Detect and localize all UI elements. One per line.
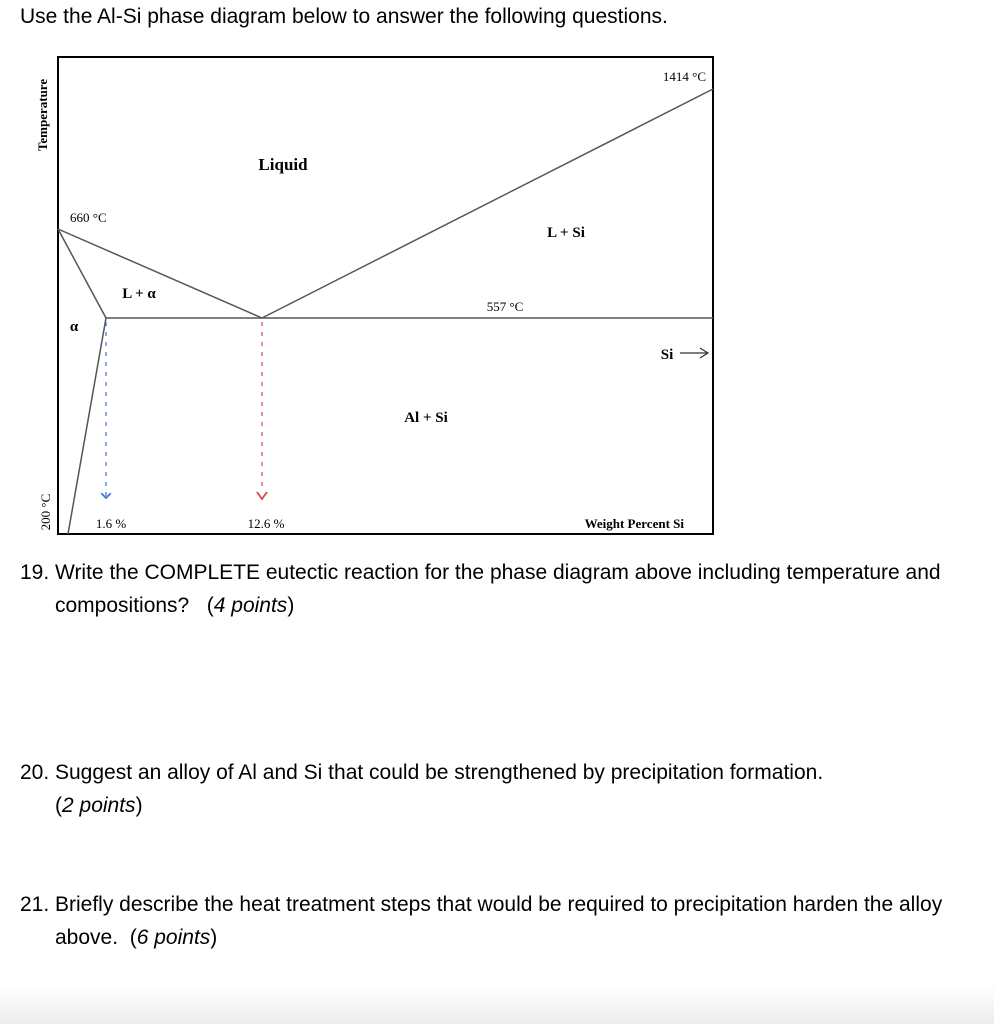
region-si: Si — [660, 347, 674, 363]
region-l-si: L + Si — [547, 225, 585, 241]
region-alpha: α — [69, 319, 79, 335]
points-close: ) — [135, 794, 143, 817]
region-al-si: Al + Si — [404, 410, 448, 426]
question-21 — [20, 888, 970, 954]
y-axis-bottom-label: 200 °C — [38, 493, 53, 531]
question-number: 19. — [20, 561, 50, 584]
eutectic-composition-label: 12.6 % — [247, 516, 285, 531]
diagram-frame — [58, 57, 713, 534]
region-l-alpha: L + α — [122, 286, 156, 302]
eutectic-temp-label: 557 °C — [486, 299, 524, 314]
intro-text: Use the Al-Si phase diagram below to answer the following questions. — [20, 5, 668, 28]
liquidus-right — [262, 89, 713, 318]
points-open: ( — [55, 794, 62, 817]
solvus-line — [68, 318, 106, 534]
eutectic-arrow-icon — [257, 492, 267, 499]
page-bottom-shade — [0, 984, 994, 1024]
question-points: 6 points — [136, 926, 211, 949]
question-points: 4 points — [213, 594, 288, 617]
solidus-left — [58, 229, 106, 318]
question-text: Briefly describe the heat treatment steps that would be required to precipitation harden the alloy above. — [55, 893, 943, 949]
points-close: ) — [287, 594, 295, 617]
question-text: Suggest an alloy of Al and Si that could be strengthened by precipitation formation. — [55, 761, 824, 784]
si-melting-label: 1414 °C — [662, 69, 706, 84]
points-open: ( — [129, 926, 137, 949]
points-open: ( — [206, 594, 214, 617]
liquidus-left — [58, 229, 262, 318]
question-number: 21. — [20, 893, 50, 916]
alpha-composition-label: 1.6 % — [95, 516, 127, 531]
question-number: 20. — [20, 761, 50, 784]
points-close: ) — [210, 926, 218, 949]
y-axis-label: Temperature — [35, 78, 50, 152]
question-19 — [20, 556, 970, 622]
question-text: Write the COMPLETE eutectic reaction for the phase diagram above including temperature and compositions? — [55, 561, 941, 617]
al-melting-label: 660 °C — [70, 210, 107, 225]
question-20 — [20, 756, 970, 822]
x-axis-label: Weight Percent Si — [584, 516, 684, 531]
region-liquid: Liquid — [258, 155, 308, 174]
question-points: 2 points — [62, 794, 136, 817]
